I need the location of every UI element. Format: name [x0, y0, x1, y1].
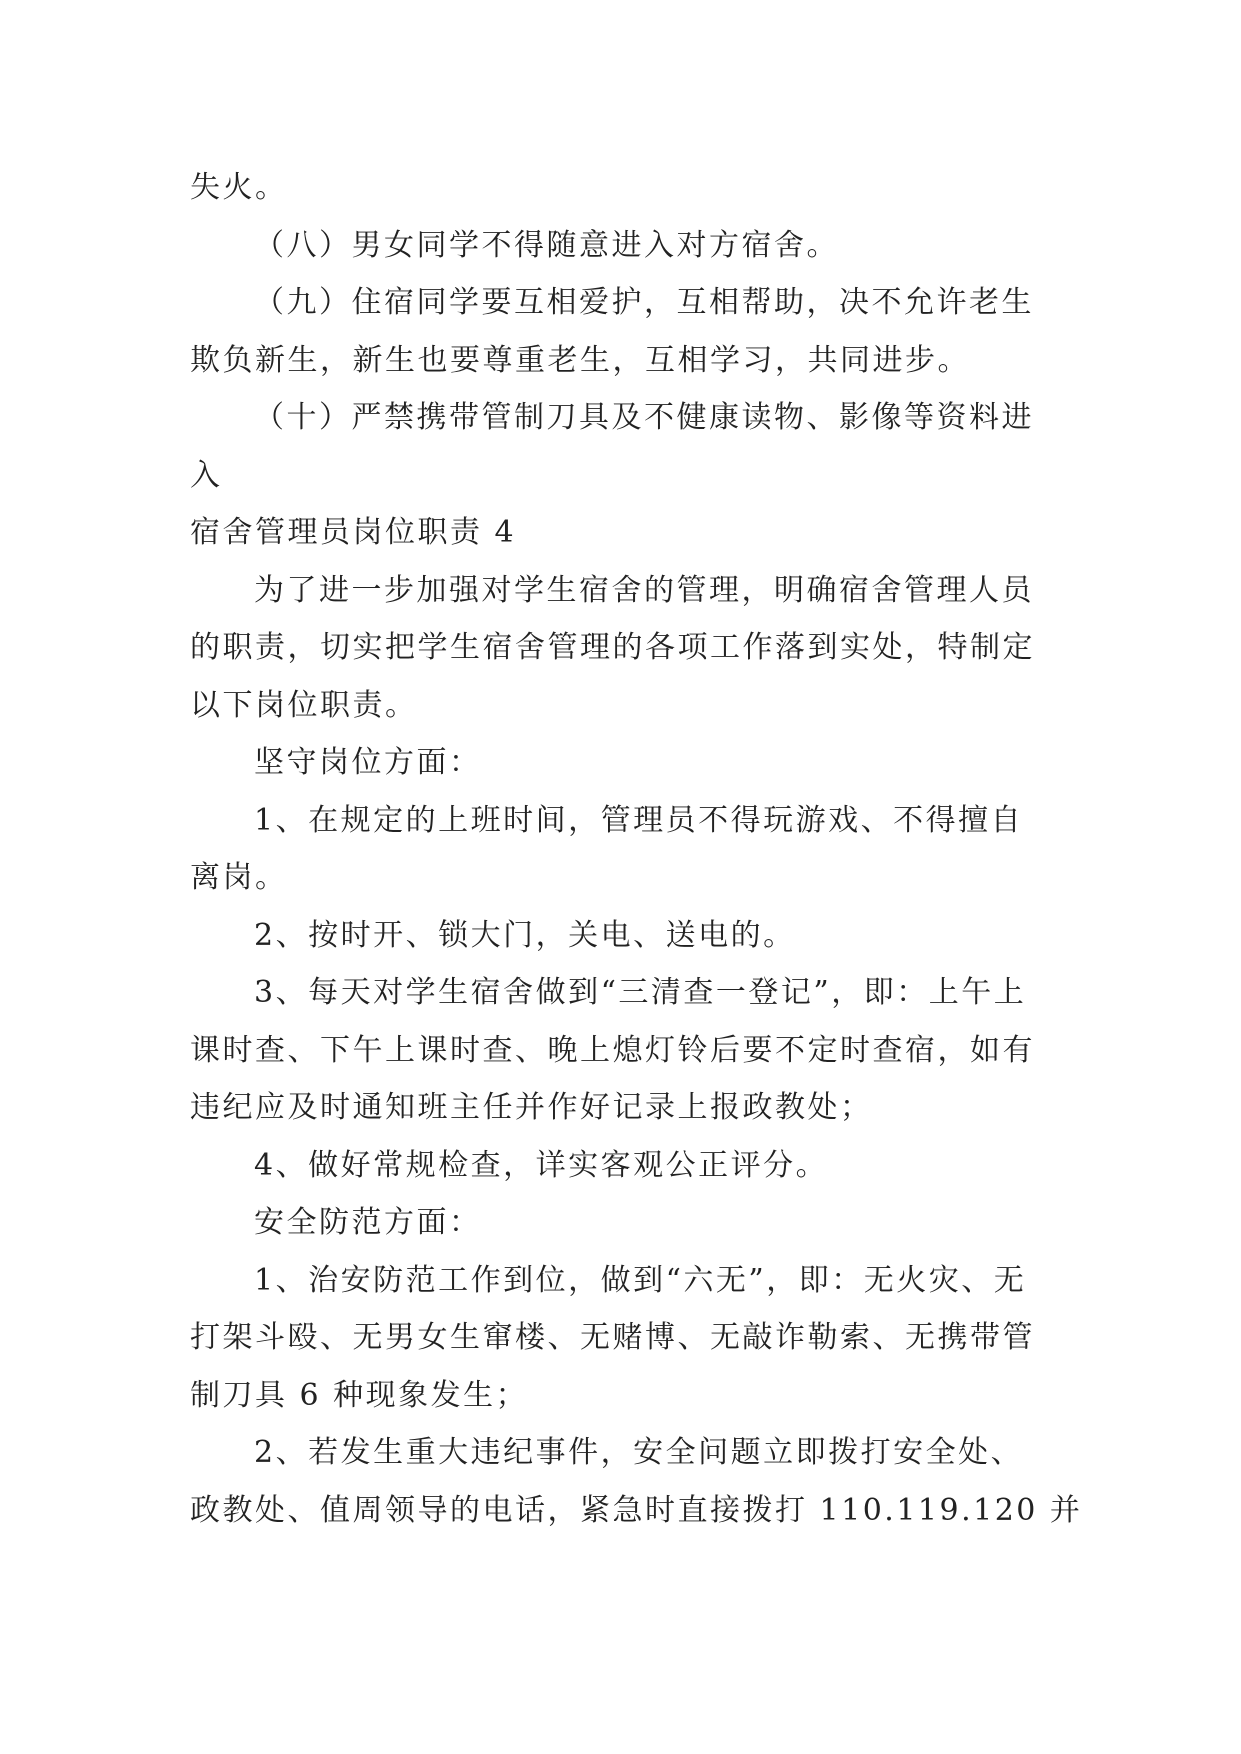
paragraph-line: 失火。: [190, 170, 288, 205]
paragraph-line: （十）严禁携带管制刀具及不健康读物、影像等资料进: [254, 400, 1034, 435]
paragraph-line: 2、按时开、锁大门，关电、送电的。: [254, 917, 796, 953]
paragraph-line: （八）男女同学不得随意进入对方宿舍。: [254, 227, 839, 263]
paragraph-line: 1、在规定的上班时间，管理员不得玩游戏、不得擅自: [254, 802, 1024, 838]
paragraph-line: 欺负新生，新生也要尊重老生，互相学习，共同进步。: [190, 342, 970, 378]
paragraph-line: 课时查、下午上课时查、晚上熄灯铃后要不定时查宿，如有: [190, 1032, 1035, 1068]
paragraph-line: 以下岗位职责。: [190, 687, 418, 723]
paragraph-line: 的职责，切实把学生宿舍管理的各项工作落到实处，特制定: [190, 630, 1035, 665]
paragraph-line: 1、治安防范工作到位，做到“六无”，即：无火灾、无: [254, 1262, 1027, 1298]
paragraph-line: 政教处、值周领导的电话，紧急时直接拨打 110.119.120 并: [190, 1492, 1083, 1528]
paragraph-line: 制刀具 6 种现象发生；: [190, 1377, 529, 1413]
document-body: [190, 159, 1083, 1539]
subsection-heading: 坚守岗位方面：: [254, 745, 482, 780]
paragraph-line: 2、若发生重大违纪事件，安全问题立即拨打安全处、: [254, 1435, 1024, 1470]
paragraph-line: 入: [190, 457, 223, 493]
paragraph-line: （九）住宿同学要互相爱护，互相帮助，决不允许老生: [254, 285, 1034, 320]
paragraph-line: 3、每天对学生宿舍做到“三清查一登记”，即：上午上: [254, 975, 1027, 1010]
paragraph-line: 违纪应及时通知班主任并作好记录上报政教处；: [190, 1090, 873, 1125]
paragraph-line: 打架斗殴、无男女生窜楼、无赌博、无敲诈勒索、无携带管: [190, 1320, 1035, 1355]
subsection-heading: 安全防范方面：: [254, 1205, 482, 1240]
paragraph-line: 4、做好常规检查，详实客观公正评分。: [254, 1147, 829, 1183]
paragraph-line: 离岗。: [190, 860, 288, 895]
paragraph-line: 为了进一步加强对学生宿舍的管理，明确宿舍管理人员: [254, 572, 1034, 608]
section-heading: 宿舍管理员岗位职责 4: [190, 515, 517, 550]
